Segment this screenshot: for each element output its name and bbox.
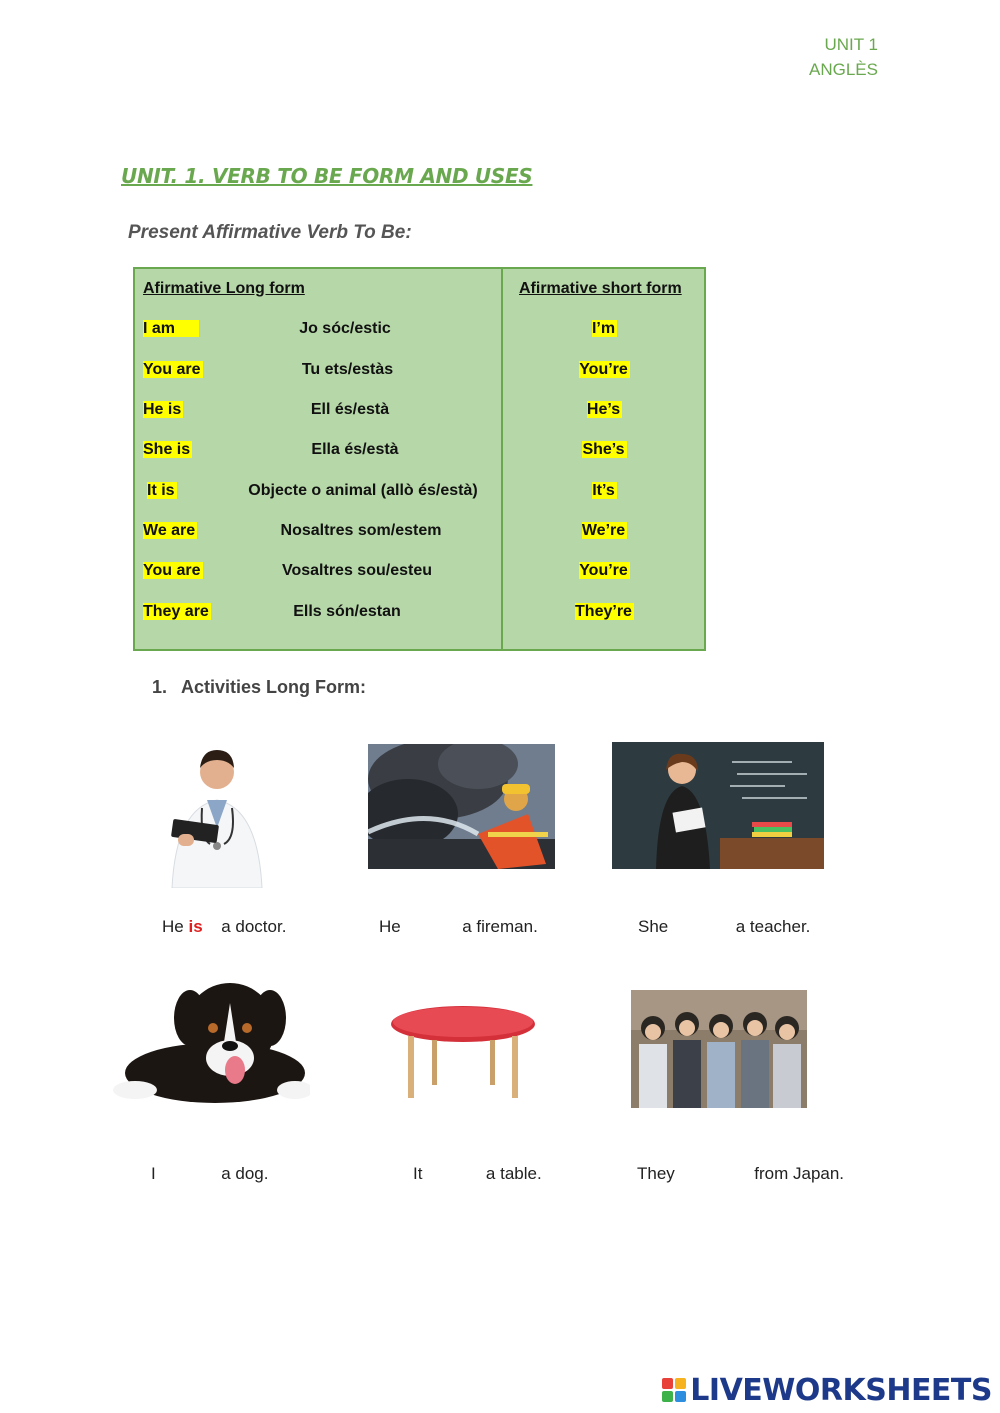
sentence-6 xyxy=(637,1164,844,1184)
activities-heading xyxy=(152,677,366,698)
sentence-rest: a doctor. xyxy=(221,917,287,936)
sentence-rest: a teacher. xyxy=(735,917,811,936)
sentence-1 xyxy=(162,917,286,937)
page-title: UNIT. 1. VERB TO BE FORM AND USES xyxy=(121,164,533,188)
header-long-form: Afirmative Long form xyxy=(143,280,305,297)
pronoun-cell: She is xyxy=(143,441,191,458)
logo-icon xyxy=(662,1378,686,1402)
pronoun-cell: I am xyxy=(143,320,199,338)
translation-cell: Ella és/està xyxy=(311,441,399,458)
short-form-cell: I’m xyxy=(591,320,616,337)
section-subtitle: Present Affirmative Verb To Be: xyxy=(128,222,412,243)
short-form-cell: We’re xyxy=(581,522,626,539)
sentence-5 xyxy=(413,1164,542,1184)
translation-cell: Tu ets/estàs xyxy=(301,361,394,378)
short-form-cell: You’re xyxy=(579,562,628,579)
pronoun-cell: They are xyxy=(143,603,209,620)
pronoun-cell: He is xyxy=(143,401,182,418)
sentence-subject: They xyxy=(637,1164,675,1183)
sentence-4 xyxy=(151,1164,268,1184)
short-form-cell: You’re xyxy=(579,361,628,378)
sentence-subject: She xyxy=(638,917,669,936)
group-image xyxy=(631,990,807,1108)
sentence-3 xyxy=(638,917,810,937)
sentence-subject: He xyxy=(379,917,401,936)
sentence-2 xyxy=(379,917,538,937)
liveworksheets-logo[interactable] xyxy=(662,1373,992,1407)
sentence-rest: a dog. xyxy=(221,1164,269,1183)
pronoun-cell: You are xyxy=(143,562,201,579)
activities-heading-text: Activities Long Form: xyxy=(181,677,367,697)
sentence-rest: a table. xyxy=(485,1164,542,1183)
pronoun-cell: We are xyxy=(143,522,196,539)
translation-cell: Nosaltres som/estem xyxy=(280,522,442,539)
sentence-subject: It xyxy=(413,1164,423,1183)
sentence-rest: a fireman. xyxy=(462,917,538,936)
translation-cell: Vosaltres sou/esteu xyxy=(282,562,432,579)
unit-label: UNIT 1 xyxy=(824,35,878,54)
pronoun-cell: You are xyxy=(143,361,201,378)
short-form-cell: She’s xyxy=(582,441,625,458)
list-number: 1. xyxy=(152,677,168,697)
short-form-cell: They’re xyxy=(575,603,632,620)
answer-field[interactable]: is xyxy=(188,917,203,936)
sentence-subject: I xyxy=(151,1164,156,1183)
sentence-subject: He xyxy=(162,917,184,936)
translation-cell: Objecte o animal (allò és/està) xyxy=(248,482,478,499)
logo-text: LIVEWORKSHEETS xyxy=(690,1372,992,1408)
teacher-image xyxy=(612,742,824,869)
translation-cell: Jo sóc/estic xyxy=(299,320,391,337)
verb-to-be-table xyxy=(133,267,706,651)
translation-cell: Ell és/està xyxy=(310,401,390,418)
fireman-image xyxy=(368,744,555,869)
translation-cell: Ells són/estan xyxy=(293,603,401,620)
pronoun-cell: It is xyxy=(147,482,175,499)
table-image xyxy=(380,1000,546,1110)
header-short-form: Afirmative short form xyxy=(519,280,682,297)
short-form-cell: He’s xyxy=(586,401,621,418)
doctor-image xyxy=(162,738,272,888)
short-form-cell: It’s xyxy=(592,482,615,499)
subject-label: ANGLÈS xyxy=(809,60,878,79)
sentence-rest: from Japan. xyxy=(754,1164,845,1183)
dog-image xyxy=(110,978,310,1108)
